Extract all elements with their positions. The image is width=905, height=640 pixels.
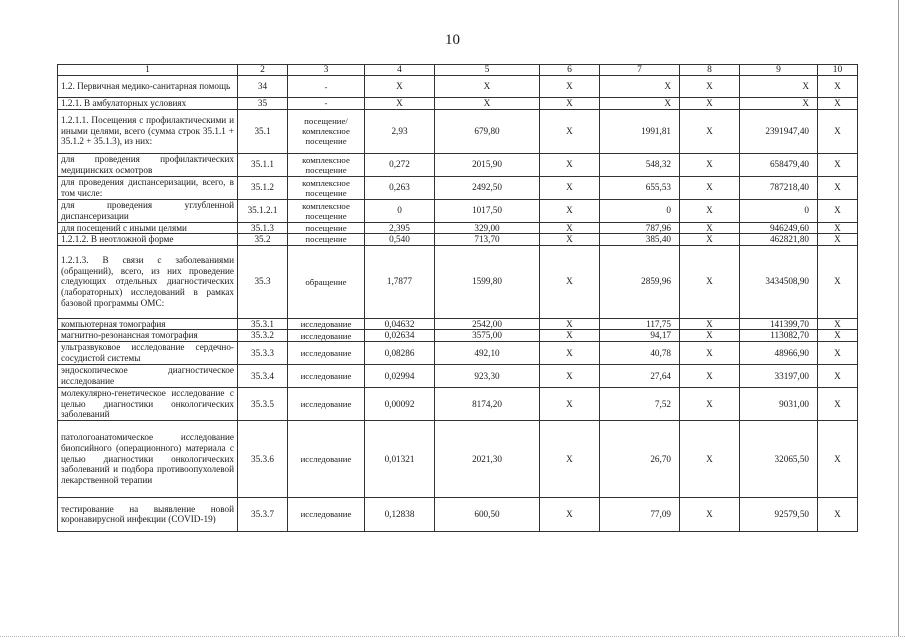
column-number: 1: [58, 65, 238, 76]
indicator-name: тестирование на выявление новой коронавирусной инфекции (COVID-19): [58, 497, 238, 531]
per-capita-value: 787,96: [600, 222, 680, 234]
cost-standard: 2021,30: [435, 420, 540, 497]
indicator-name: 1.2.1.1. Посещения с профилактическими и иными целями, всего (сумма строк 35.1.1 + 35.1.2 + 35.1.3), из них:: [58, 109, 238, 153]
unit-of-measure: обращение: [288, 245, 365, 318]
table-row: [58, 497, 858, 531]
indicator-name: для проведения углубленной диспансеризации: [58, 199, 238, 222]
total-amount: 33197,00: [740, 364, 818, 387]
column-number: 7: [600, 65, 680, 76]
volume-standard: 2,93: [365, 109, 435, 153]
value-col-8: X: [680, 199, 740, 222]
unit-of-measure: -: [288, 76, 365, 98]
total-amount: 141399,70: [740, 318, 818, 330]
value-col-8: X: [680, 387, 740, 420]
unit-of-measure: -: [288, 98, 365, 110]
total-amount: 32065,50: [740, 420, 818, 497]
per-capita-value: 385,40: [600, 234, 680, 246]
volume-standard: 0,00092: [365, 387, 435, 420]
row-number: 35.1.3: [238, 222, 288, 234]
value-col-10: X: [818, 199, 858, 222]
total-amount: 658479,40: [740, 153, 818, 176]
value-col-10: X: [818, 330, 858, 342]
cost-standard: 1017,50: [435, 199, 540, 222]
indicator-name: 1.2.1.2. В неотложной форме: [58, 234, 238, 246]
unit-of-measure: исследование: [288, 341, 365, 364]
indicator-name: эндоскопическое диагностическое исследование: [58, 364, 238, 387]
per-capita-value: X: [600, 98, 680, 110]
page-edge: [898, 0, 899, 636]
unit-of-measure: исследование: [288, 387, 365, 420]
value-col-8: X: [680, 234, 740, 246]
value-col-6: X: [540, 387, 600, 420]
table-row: [58, 199, 858, 222]
indicator-name: компьютерная томография: [58, 318, 238, 330]
total-amount: 92579,50: [740, 497, 818, 531]
value-col-10: X: [818, 176, 858, 199]
volume-standard: 0,540: [365, 234, 435, 246]
cost-standard: 2492,50: [435, 176, 540, 199]
table-row: [58, 234, 858, 246]
value-col-10: X: [818, 341, 858, 364]
row-number: 35.1.2.1: [238, 199, 288, 222]
unit-of-measure: посещение: [288, 234, 365, 246]
per-capita-value: 27,64: [600, 364, 680, 387]
table-row: [58, 222, 858, 234]
column-number: 2: [238, 65, 288, 76]
column-number: 4: [365, 65, 435, 76]
unit-of-measure: комплексное посещение: [288, 153, 365, 176]
indicator-name: магнитно-резонансная томография: [58, 330, 238, 342]
total-amount: 9031,00: [740, 387, 818, 420]
unit-of-measure: посещение/ комплексное посещение: [288, 109, 365, 153]
table-header-row: [58, 65, 858, 76]
cost-standard: 8174,20: [435, 387, 540, 420]
volume-standard: 0,08286: [365, 341, 435, 364]
per-capita-value: 1991,81: [600, 109, 680, 153]
total-amount: X: [740, 98, 818, 110]
value-col-8: X: [680, 76, 740, 98]
unit-of-measure: исследование: [288, 420, 365, 497]
value-col-8: X: [680, 318, 740, 330]
value-col-10: X: [818, 497, 858, 531]
volume-standard: 1,7877: [365, 245, 435, 318]
volume-standard: 0,263: [365, 176, 435, 199]
value-col-8: X: [680, 109, 740, 153]
value-col-6: X: [540, 497, 600, 531]
table-row: [58, 318, 858, 330]
cost-standard: 2015,90: [435, 153, 540, 176]
unit-of-measure: комплексное посещение: [288, 176, 365, 199]
volume-standard: 0,12838: [365, 497, 435, 531]
row-number: 34: [238, 76, 288, 98]
column-number: 10: [818, 65, 858, 76]
row-number: 35.1: [238, 109, 288, 153]
cost-standard: 492,10: [435, 341, 540, 364]
value-col-8: X: [680, 222, 740, 234]
row-number: 35.3.3: [238, 341, 288, 364]
total-amount: X: [740, 76, 818, 98]
financing-table: [57, 64, 858, 532]
value-col-8: X: [680, 420, 740, 497]
value-col-8: X: [680, 341, 740, 364]
volume-standard: 0,04632: [365, 318, 435, 330]
value-col-6: X: [540, 176, 600, 199]
row-number: 35.3.7: [238, 497, 288, 531]
value-col-10: X: [818, 387, 858, 420]
table-row: [58, 341, 858, 364]
total-amount: 113082,70: [740, 330, 818, 342]
per-capita-value: 40,78: [600, 341, 680, 364]
per-capita-value: 655,53: [600, 176, 680, 199]
unit-of-measure: посещение: [288, 222, 365, 234]
volume-standard: 0,02994: [365, 364, 435, 387]
unit-of-measure: исследование: [288, 364, 365, 387]
volume-standard: 0,01321: [365, 420, 435, 497]
cost-standard: 713,70: [435, 234, 540, 246]
total-amount: 3434508,90: [740, 245, 818, 318]
value-col-8: X: [680, 497, 740, 531]
table-row: [58, 153, 858, 176]
row-number: 35.1.2: [238, 176, 288, 199]
per-capita-value: 7,52: [600, 387, 680, 420]
row-number: 35.3.6: [238, 420, 288, 497]
value-col-10: X: [818, 318, 858, 330]
row-number: 35.1.1: [238, 153, 288, 176]
value-col-8: X: [680, 245, 740, 318]
value-col-8: X: [680, 98, 740, 110]
per-capita-value: 26,70: [600, 420, 680, 497]
indicator-name: ультразвуковое исследование сердечно-сосудистой системы: [58, 341, 238, 364]
value-col-10: X: [818, 153, 858, 176]
value-col-6: X: [540, 234, 600, 246]
indicator-name: для посещений с иными целями: [58, 222, 238, 234]
volume-standard: X: [365, 98, 435, 110]
volume-standard: X: [365, 76, 435, 98]
row-number: 35.3.4: [238, 364, 288, 387]
volume-standard: 0: [365, 199, 435, 222]
column-number: 6: [540, 65, 600, 76]
value-col-8: X: [680, 330, 740, 342]
per-capita-value: X: [600, 76, 680, 98]
per-capita-value: 2859,96: [600, 245, 680, 318]
value-col-10: X: [818, 98, 858, 110]
table-row: [58, 364, 858, 387]
unit-of-measure: исследование: [288, 497, 365, 531]
cost-standard: 2542,00: [435, 318, 540, 330]
value-col-6: X: [540, 199, 600, 222]
per-capita-value: 77,09: [600, 497, 680, 531]
indicator-name: 1.2.1.3. В связи с заболеваниями (обращений), всего, из них проведение следующих отдельных диагностических (лабораторных) исследований в рамках базовой программы ОМС:: [58, 245, 238, 318]
total-amount: 2391947,40: [740, 109, 818, 153]
value-col-6: X: [540, 330, 600, 342]
value-col-10: X: [818, 364, 858, 387]
cost-standard: 600,50: [435, 497, 540, 531]
cost-standard: 679,80: [435, 109, 540, 153]
row-number: 35.3.2: [238, 330, 288, 342]
value-col-10: X: [818, 234, 858, 246]
indicator-name: патологоанатомическое исследование биопсийного (операционного) материала с целью диагностики онкологических заболеваний и подбора противоопухолевой лекарственной терапии: [58, 420, 238, 497]
per-capita-value: 94,17: [600, 330, 680, 342]
unit-of-measure: комплексное посещение: [288, 199, 365, 222]
indicator-name: для проведения профилактических медицинских осмотров: [58, 153, 238, 176]
value-col-8: X: [680, 364, 740, 387]
row-number: 35.3.1: [238, 318, 288, 330]
value-col-6: X: [540, 153, 600, 176]
value-col-6: X: [540, 245, 600, 318]
value-col-6: X: [540, 341, 600, 364]
page-number: 10: [445, 32, 460, 48]
value-col-6: X: [540, 109, 600, 153]
value-col-6: X: [540, 364, 600, 387]
cost-standard: X: [435, 98, 540, 110]
total-amount: 0: [740, 199, 818, 222]
value-col-6: X: [540, 318, 600, 330]
unit-of-measure: исследование: [288, 318, 365, 330]
unit-of-measure: исследование: [288, 330, 365, 342]
value-col-10: X: [818, 245, 858, 318]
row-number: 35.2: [238, 234, 288, 246]
cost-standard: 3575,00: [435, 330, 540, 342]
table-row: [58, 109, 858, 153]
value-col-10: X: [818, 420, 858, 497]
indicator-name: 1.2. Первичная медико-санитарная помощь: [58, 76, 238, 98]
indicator-name: для проведения диспансеризации, всего, в том числе:: [58, 176, 238, 199]
per-capita-value: 0: [600, 199, 680, 222]
value-col-6: X: [540, 222, 600, 234]
per-capita-value: 117,75: [600, 318, 680, 330]
volume-standard: 0,272: [365, 153, 435, 176]
value-col-8: X: [680, 153, 740, 176]
per-capita-value: 548,32: [600, 153, 680, 176]
value-col-6: X: [540, 420, 600, 497]
value-col-10: X: [818, 76, 858, 98]
total-amount: 787218,40: [740, 176, 818, 199]
indicator-name: 1.2.1. В амбулаторных условиях: [58, 98, 238, 110]
column-number: 3: [288, 65, 365, 76]
cost-standard: 923,30: [435, 364, 540, 387]
table-row: [58, 176, 858, 199]
table-row: [58, 420, 858, 497]
column-number: 5: [435, 65, 540, 76]
value-col-10: X: [818, 109, 858, 153]
column-number: 9: [740, 65, 818, 76]
total-amount: 946249,60: [740, 222, 818, 234]
row-number: 35.3.5: [238, 387, 288, 420]
row-number: 35.3: [238, 245, 288, 318]
value-col-6: X: [540, 98, 600, 110]
value-col-6: X: [540, 76, 600, 98]
column-number: 8: [680, 65, 740, 76]
scan-artifact-line: [0, 636, 905, 638]
table-row: [58, 98, 858, 110]
cost-standard: X: [435, 76, 540, 98]
volume-standard: 0,02634: [365, 330, 435, 342]
table-row: [58, 245, 858, 318]
value-col-8: X: [680, 176, 740, 199]
table-row: [58, 387, 858, 420]
total-amount: 462821,80: [740, 234, 818, 246]
indicator-name: молекулярно-генетическое исследование с целью диагностики онкологических заболеваний: [58, 387, 238, 420]
total-amount: 48966,90: [740, 341, 818, 364]
cost-standard: 329,00: [435, 222, 540, 234]
row-number: 35: [238, 98, 288, 110]
table-row: [58, 330, 858, 342]
table-row: [58, 76, 858, 98]
value-col-10: X: [818, 222, 858, 234]
cost-standard: 1599,80: [435, 245, 540, 318]
volume-standard: 2,395: [365, 222, 435, 234]
